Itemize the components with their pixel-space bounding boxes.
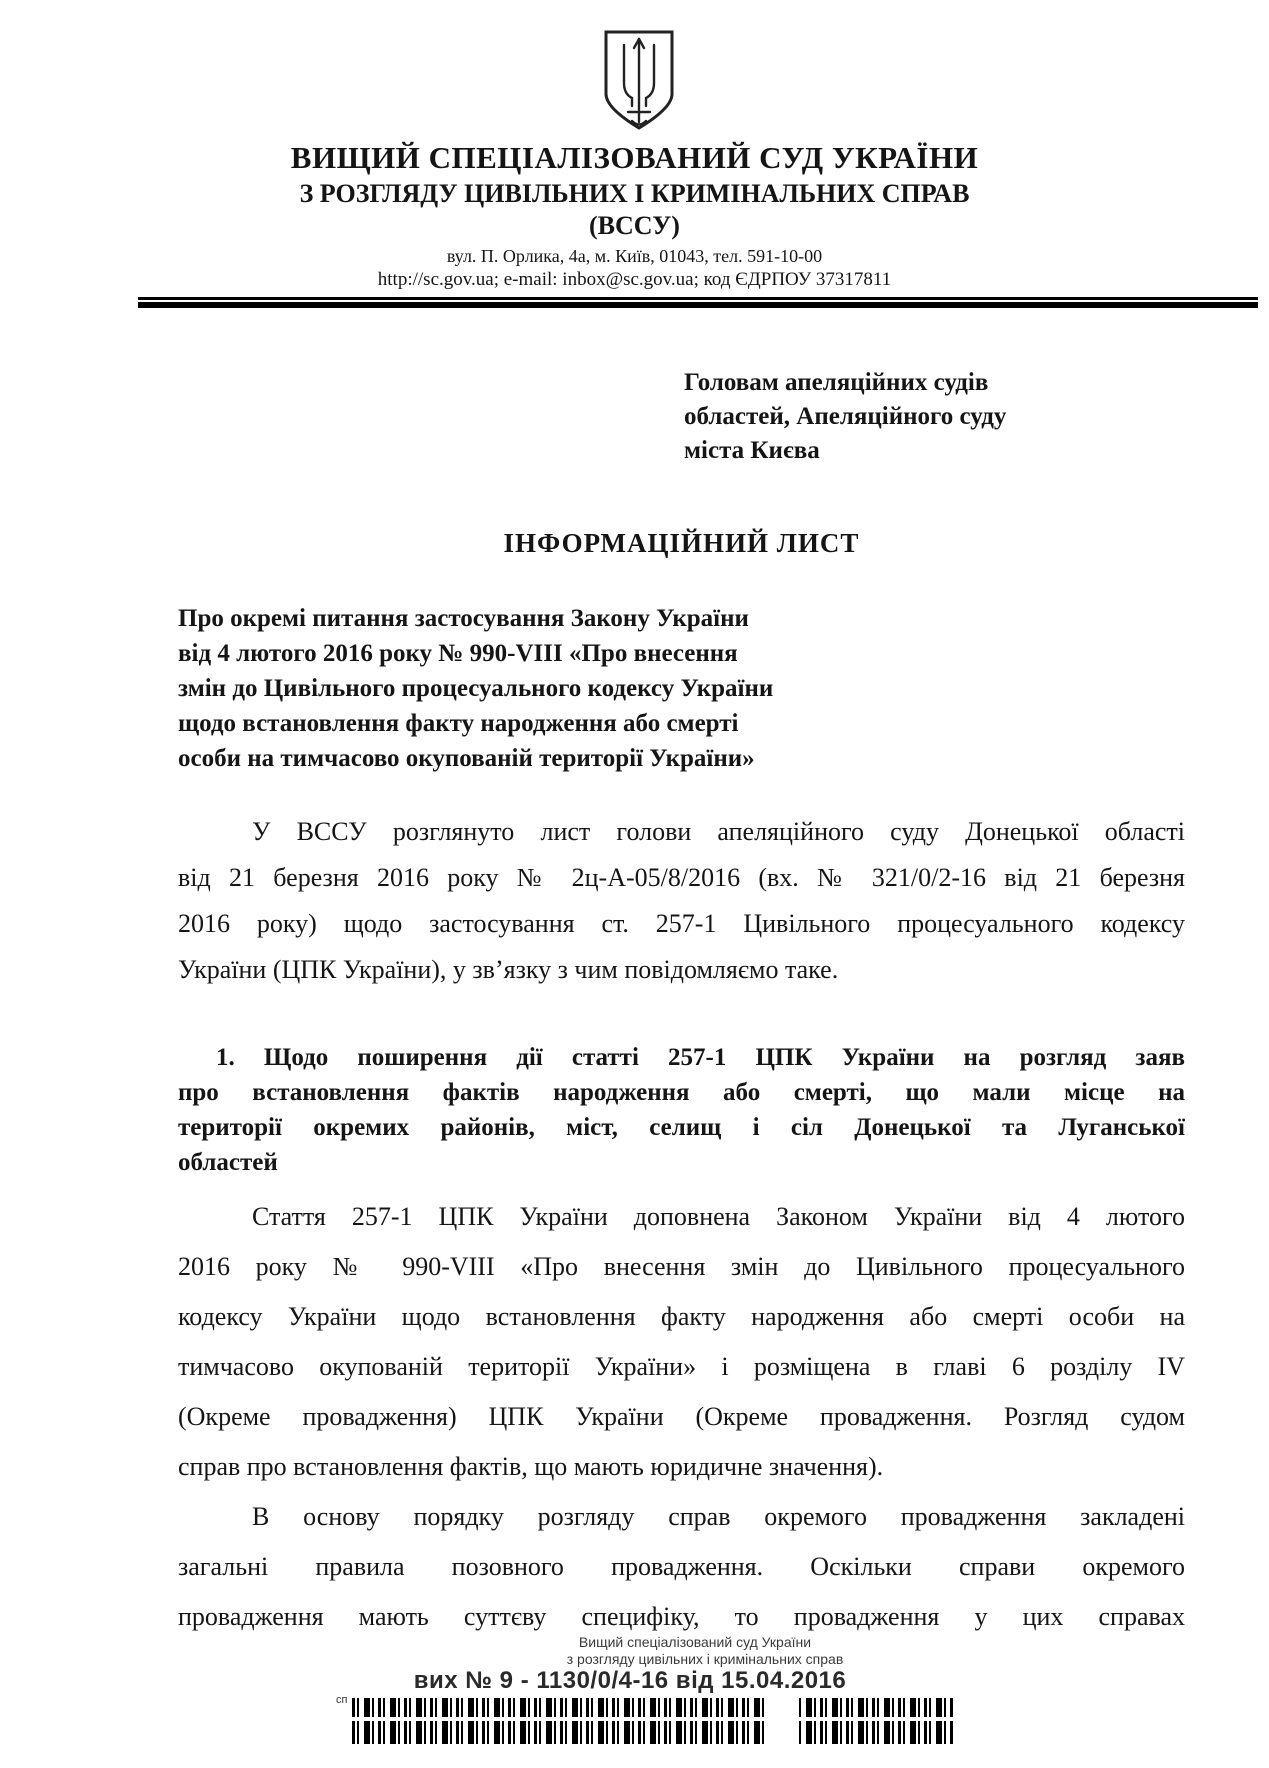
paragraph-article: [178, 1192, 1185, 1492]
body-line: Стаття 257-1 ЦПК України доповнена Законом України від 4 лютого: [252, 1202, 1185, 1231]
body-line: провадження мають суттєву специфіку, то провадження у цих справах: [178, 1602, 1185, 1631]
body-line: від 21 березня 2016 року № 2ц-А-05/8/2016 (вх. № 321/0/2-16 від 21 березня: [178, 863, 1185, 892]
header-divider: [138, 297, 1258, 308]
body-line: справ про встановлення фактів, що мають юридичне значення).: [178, 1452, 884, 1481]
barcode-gap: [767, 1698, 799, 1744]
body-line: 2016 року № 990-VIII «Про внесення змін до Цивільного процесуального: [178, 1252, 1185, 1281]
court-contacts-line: http://sc.gov.ua; e-mail: inbox@sc.gov.ua; код ЄДРПОУ 37317811: [377, 269, 892, 290]
body-line: (Окреме провадження) ЦПК України (Окреме провадження. Розгляд судом: [178, 1402, 1185, 1431]
paragraph-intro: [178, 809, 1185, 993]
body-line: У ВССУ розглянуто лист голови апеляційного суду Донецької області: [252, 817, 1185, 846]
addressee-line: областей, Апеляційного суду: [684, 403, 1007, 430]
paragraph-procedure: [178, 1492, 1185, 1642]
subject-line: Про окремі питання застосування Закону України: [178, 605, 749, 632]
body-line: В основу порядку розгляду справ окремого провадження закладені: [252, 1502, 1185, 1531]
body-line: загальні правила позовного провадження. Оскільки справи окремого: [178, 1552, 1185, 1581]
document-title: ІНФОРМАЦІЙНИЙ ЛИСТ: [503, 528, 860, 558]
subject-line: особи на тимчасово окупованій території України»: [178, 745, 755, 772]
heading-line: областей: [178, 1149, 278, 1176]
section-1-heading: [178, 1040, 1185, 1180]
court-address-line: вул. П. Орлика, 4а, м. Київ, 01043, тел. 591-10-00: [446, 246, 823, 266]
barcode: [352, 1698, 954, 1744]
body-line: України (ЦПК України), у зв’язку з чим повідомляємо таке.: [178, 955, 839, 984]
stamp-org-line1: Вищий спеціалізований суд України: [578, 1634, 812, 1650]
stamp-registration-number: вих № 9 - 1130/0/4-16 від 15.04.2016: [413, 1667, 847, 1694]
heading-line: території окремих районів, міст, селищ і сіл Донецької та Луганської: [178, 1114, 1185, 1141]
court-name-line2: З РОЗГЛЯДУ ЦИВІЛЬНИХ І КРИМІНАЛЬНИХ СПРАВ: [299, 179, 970, 208]
court-abbreviation: (ВССУ): [589, 211, 680, 240]
body-line: тимчасово окупованій території України» і розміщена в главі 6 розділу IV: [178, 1352, 1185, 1381]
barcode-row-bottom: [352, 1721, 954, 1744]
barcode-row-top: [352, 1698, 954, 1717]
court-name-line1: ВИЩИЙ СПЕЦІАЛІЗОВАНИЙ СУД УКРАЇНИ: [290, 140, 979, 175]
subject-block: [178, 601, 818, 776]
subject-line: змін до Цивільного процесуального кодексу України: [178, 675, 774, 702]
addressee-line: міста Києва: [684, 437, 820, 464]
stamp-org-line2: з розгляду цивільних і кримінальних справ: [566, 1651, 844, 1667]
body-line: кодексу України щодо встановлення факту народження або смерті особи на: [178, 1302, 1185, 1331]
trident-emblem-icon: [601, 28, 677, 132]
body-line: 2016 року) щодо застосування ст. 257-1 Цивільного процесуального кодексу: [178, 909, 1185, 938]
heading-line: 1. Щодо поширення дії статті 257-1 ЦПК України на розгляд заяв: [216, 1044, 1185, 1071]
addressee-line: Головам апеляційних судів: [684, 369, 989, 396]
addressee-block: [684, 366, 1104, 468]
barcode-label: сп: [336, 1694, 348, 1706]
subject-line: щодо встановлення факту народження або смерті: [178, 710, 739, 737]
subject-line: від 4 лютого 2016 року № 990-VIII «Про внесення: [178, 640, 738, 667]
heading-line: про встановлення фактів народження або смерті, що мали місце на: [178, 1079, 1185, 1106]
